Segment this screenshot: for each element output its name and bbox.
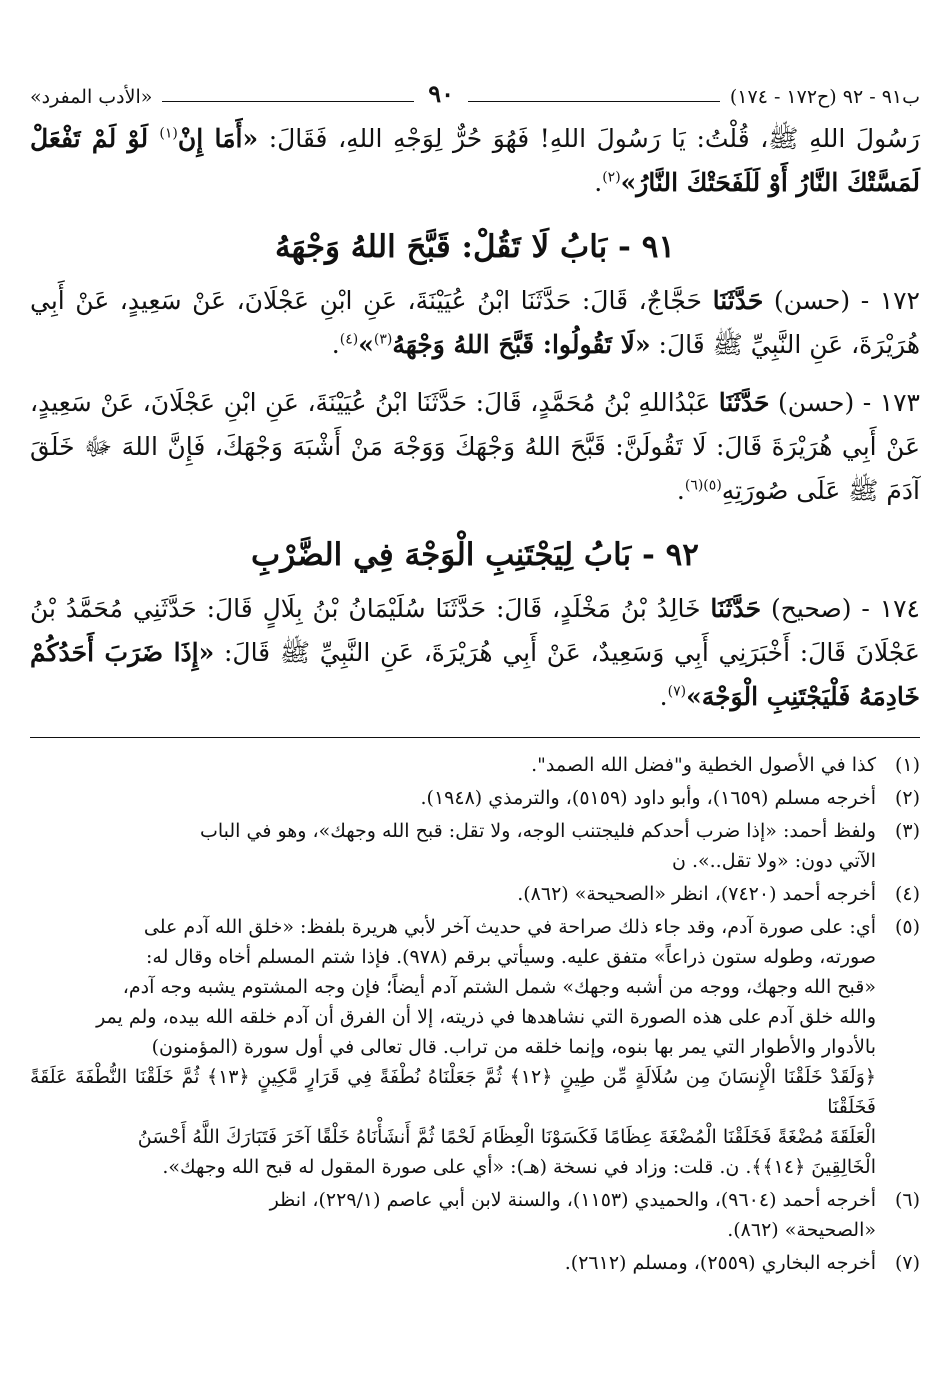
footnote-number: (٤) — [894, 883, 920, 905]
footnote-text — [30, 1248, 876, 1278]
hadith-174 — [30, 587, 920, 719]
footnote-divider — [30, 737, 920, 738]
book-title: «الأدب المفرد» — [29, 86, 153, 108]
running-header — [30, 74, 920, 109]
hadith-173-end: . — [676, 476, 685, 505]
footnote-3 — [30, 816, 920, 876]
hadith-172 — [30, 279, 920, 367]
hadith-172-haddathana: حَدَّثَنَا — [712, 286, 764, 315]
intro-bold-text-2: لَوْ لَمْ تَفْعَلْ لَمَسَّتْكَ النَّارُ أَوْ لَلَفَحَتْكَ النَّارُ» — [30, 124, 920, 197]
footnote-line: أخرجه أحمد (٧٤٢٠)، انظر «الصحيحة» (٨٦٢). — [517, 883, 876, 905]
page-number: ٩٠ — [428, 79, 454, 108]
hadith-174-haddathana: حَدَّثَنَا — [710, 594, 762, 623]
footnote-ref-2[interactable]: (٢) — [602, 169, 621, 186]
hadith-172-number: ١٧٢ - (حسن) — [763, 286, 920, 315]
book-page — [30, 74, 920, 1340]
footnote-number: (٣) — [894, 820, 920, 842]
intro-paragraph — [30, 117, 920, 205]
hadith-174-number: ١٧٤ - (صحيح) — [761, 594, 920, 623]
footnote-line: أي: على صورة آدم، وقد جاء ذلك صراحة في حديث آخر لأبي هريرة بلفظ: «خلق الله آدم على — [143, 916, 876, 938]
section-reference: ب٩١ - ٩٢ (ح١٧٢ - ١٧٤) — [729, 86, 920, 108]
footnote-2 — [30, 783, 920, 813]
hadith-174-isnad: خَالِدُ بْنُ مَخْلَدٍ، قَالَ: حَدَّثَنَا سُلَيْمَانُ بْنُ بِلَالٍ قَالَ: حَدَّثَنِي مُحَمَّدُ بْنُ عَجْلَانَ قَالَ: أَخْبَرَنِي أَبِي وَسَعِيدٌ، عَنْ أَبِي هُرَيْرَةَ، عَنِ النَّبِيِّ ﷺ قَالَ: — [30, 594, 920, 667]
footnote-number: (١) — [894, 754, 920, 776]
hadith-172-end: . — [331, 330, 340, 359]
footnote-number: (٦) — [894, 1189, 920, 1211]
footnote-5 — [30, 912, 920, 1182]
footnote-line: أخرجه البخاري (٢٥٥٩)، ومسلم (٢٦١٢). — [564, 1252, 876, 1274]
footnote-text — [30, 879, 876, 909]
footnote-line: صورته، وطوله ستون ذراعاً» متفق عليه. وسيأتي برقم (٩٧٨). فإذا شتم المسلم أخاه وقال له: — [145, 946, 876, 968]
footnote-text — [30, 750, 876, 780]
intro-text: رَسُولَ اللهِ ﷺ، قُلْتُ: يَا رَسُولَ اللهِ! فَهُوَ حُرٌّ لِوَجْهِ اللهِ، فَقَالَ: — [258, 124, 920, 153]
footnote-line: «قبح الله وجهك، ووجه من أشبه وجهك» شمل الشتم آدم أيضاً؛ فإن وجه المشتوم يشبه وجه آدم، — [122, 976, 876, 998]
footnote-ref-1[interactable]: (١) — [159, 125, 178, 142]
footnotes — [30, 750, 920, 1278]
hadith-173 — [30, 381, 920, 513]
footnote-line: «الصحيحة» (٨٦٢). — [727, 1219, 876, 1241]
footnote-6 — [30, 1185, 920, 1245]
footnote-text — [30, 1185, 876, 1245]
footnote-number: (٧) — [894, 1252, 920, 1274]
hadith-173-haddathana: حَدَّثَنَا — [718, 388, 770, 417]
footnote-line: أخرجه أحمد (٩٦٠٤)، والحميدي (١١٥٣)، والسنة لابن أبي عاصم (٢٢٩/١)، انظر — [269, 1189, 876, 1211]
footnote-text — [30, 912, 876, 1182]
footnote-number: (٢) — [894, 787, 920, 809]
footnote-7 — [30, 1248, 920, 1278]
intro-end: . — [594, 168, 603, 197]
footnote-line: الآتي دون: «ولا تقل..». ن — [671, 850, 876, 872]
footnote-line: ولفظ أحمد: «إذا ضرب أحدكم فليجتنب الوجه، ولا تقل: قبح الله وجهك»، وهو في الباب — [199, 820, 876, 842]
footnote-number: (٥) — [894, 916, 920, 938]
footnote-text — [30, 783, 876, 813]
hadith-173-text: عَبْدُاللهِ بْنُ مُحَمَّدٍ، قَالَ: حَدَّثَنَا ابْنُ عُيَيْنَةَ، عَنِ ابْنِ عَجْلَانَ، عَنْ سَعِيدٍ، عَنْ أَبِي هُرَيْرَةَ قَالَ: لَا تَقُولَنَّ: قَبَّحَ اللهُ وَجْهَكَ وَوَجْهَ مَنْ أَشْبَهَ وَجْهَكَ، فَإِنَّ اللهَ ﷻ خَلَقَ آدَمَ ﷺ عَلَى صُورَتِهِ — [30, 388, 920, 505]
footnote-line: بالأدوار والأطوار التي يمر بها بنوه، وإنما خلقه من تراب. قال تعالى في أول سورة (المؤمنون) — [151, 1036, 876, 1058]
intro-bold-text: «أَمَا إِنْ — [177, 124, 259, 153]
header-rule-right — [468, 101, 720, 102]
hadith-174-matn: «إِذَا ضَرَبَ أَحَدُكُمْ خَادِمَهُ فَلْيَجْتَنِبِ الْوَجْهَ» — [30, 638, 920, 711]
chapter-92-title: ٩٢ - بَابُ لِيَجْتَنِبِ الْوَجْهَ فِي الضَّرْبِ — [251, 537, 699, 573]
footnote-ref-7[interactable]: (٧) — [667, 683, 687, 700]
header-rule-left — [162, 101, 414, 102]
footnote-line: والله خلق آدم على هذه الصورة التي نشاهدها في ذريته، إلا أن الفرق أن آدم خلقه الله بيده، ولم يمر — [96, 1006, 876, 1028]
footnote-1 — [30, 750, 920, 780]
hadith-174-end: . — [659, 682, 668, 711]
footnote-line: كذا في الأصول الخطية و"فضل الله الصمد". — [531, 754, 876, 776]
footnote-line: أخرجه مسلم (١٦٥٩)، وأبو داود (٥١٥٩)، والترمذي (١٩٤٨). — [420, 787, 876, 809]
footnote-quran-line: الْعَلَقَةَ مُضْغَةً فَخَلَقْنَا الْمُضْغَةَ عِظَامًا فَكَسَوْنَا الْعِظَامَ لَحْمًا ثُمَّ أَنشَأْنَاهُ خَلْقًا آخَرَ فَتَبَارَكَ اللَّهُ أَحْسَنُ — [137, 1126, 876, 1148]
footnote-text — [30, 816, 876, 876]
chapter-91-title: ٩١ - بَابُ لَا تَقُلْ: قَبَّحَ اللهُ وَجْهَهُ — [274, 229, 676, 265]
hadith-173-number: ١٧٣ - (حسن) — [769, 388, 920, 417]
hadith-172-isnad: حَجَّاجٌ، قَالَ: حَدَّثَنَا ابْنُ عُيَيْنَةَ، عَنِ ابْنِ عَجْلَانَ، عَنْ سَعِيدٍ، عَنْ أَبِي هُرَيْرَةَ، عَنِ النَّبِيِّ ﷺ قَالَ: — [30, 286, 920, 359]
footnote-line: الْخَالِقِينَ ﴿١٤﴾﴾. ن. قلت: وزاد في نسخة (هـ): «أي على صورة المقول له قبح الله وجهك». — [162, 1156, 876, 1178]
hadith-172-quote-close: » — [358, 330, 374, 359]
footnote-ref-3[interactable]: (٣) — [373, 331, 393, 348]
footnote-ref-4[interactable]: (٤) — [339, 331, 359, 348]
hadith-172-matn: «لَا تَقُولُوا: قَبَّحَ اللهُ وَجْهَهُ — [392, 330, 651, 359]
footnote-quran-line: ﴿وَلَقَدْ خَلَقْنَا الْإِنسَانَ مِن سُلَالَةٍ مِّن طِينٍ ﴿١٢﴾ ثُمَّ جَعَلْنَاهُ نُطْفَةً فِي قَرَارٍ مَّكِينٍ ﴿١٣﴾ ثُمَّ خَلَقْنَا النُّطْفَةَ عَلَقَةً فَخَلَقْنَا — [30, 1066, 876, 1118]
footnote-4 — [30, 879, 920, 909]
footnote-ref-5-6[interactable]: (٥)(٦) — [684, 477, 722, 494]
